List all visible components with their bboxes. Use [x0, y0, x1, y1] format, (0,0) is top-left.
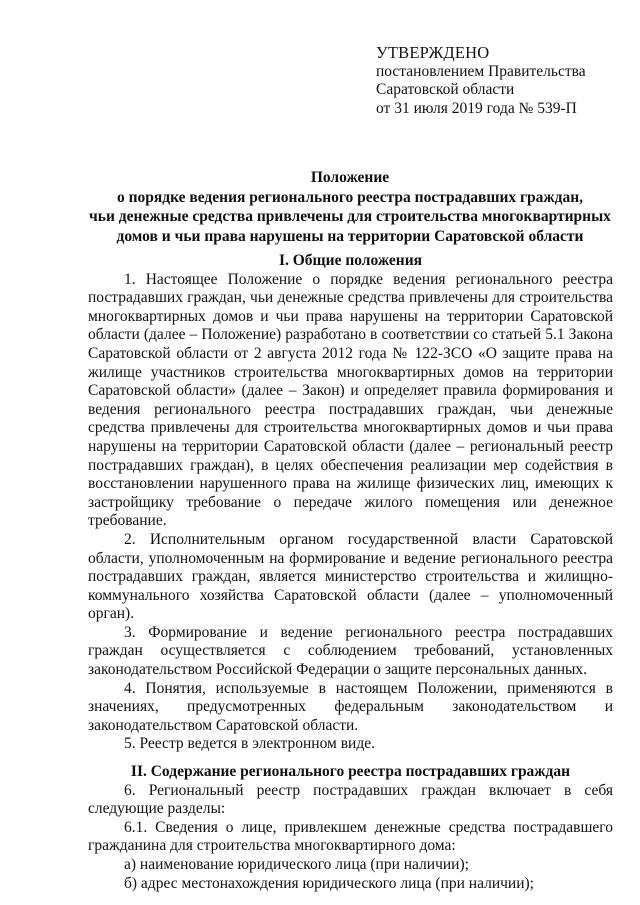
section-2-heading: II. Содержание регионального реестра пострадавших граждан	[130, 763, 571, 781]
list-item-b: б) адрес местонахождения юридического лица (при наличии);	[124, 874, 534, 892]
approval-line-2: Саратовской области	[376, 81, 515, 98]
document-body	[88, 252, 613, 893]
approval-line-3: от 31 июля 2019 года № 539-П	[376, 99, 577, 117]
document-title	[80, 168, 620, 246]
list-item-a: а) наименование юридического лица (при наличии);	[124, 856, 469, 873]
paragraph-3: 3. Формирование и ведение регионального реестра пострадавших граждан осуществляется с соблюдением требований, установленных законодательством Российской Федерации о защите персональных данных.	[88, 623, 613, 679]
approval-block	[376, 44, 586, 118]
title-line-1: Положение	[310, 169, 390, 186]
section-1-heading: I. Общие положения	[278, 252, 423, 269]
title-line-2: о порядке ведения регионального реестра пострадавших граждан,	[116, 188, 584, 206]
paragraph-5: 5. Реестр ведется в электронном виде.	[124, 735, 375, 753]
approval-line-1: постановлением Правительства	[376, 62, 586, 80]
approval-heading: УТВЕРЖДЕНО	[376, 43, 490, 62]
paragraph-6-1: 6.1. Сведения о лице, привлекшем денежные средства пострадавшего гражданина для строительства многоквартирного дома:	[88, 818, 613, 855]
paragraph-2: 2. Исполнительным органом государственной власти Саратовской области, уполномоченным на формирование и ведение регионального реестра пострадавших граждан, является министерство строительства и жилищно-коммунального хозяйства Саратовской области (далее – уполномоченный орган).	[88, 530, 613, 623]
title-line-3: чьи денежные средства привлечены для строительства многоквартирных	[89, 208, 611, 225]
paragraph-4: 4. Понятия, используемые в настоящем Положении, применяются в значениях, предусмотренных федеральным законодательством и законодательством Саратовской области.	[88, 679, 613, 734]
paragraph-1: 1. Настоящее Положение о порядке ведения регионального реестра пострадавших граждан, чьи денежные средства привлечены для строительства многоквартирных домов и чьи права нарушены на территории Саратовской области (далее – Положение) разработано в соответствии со статьей 5.1 Закона Саратовской области от 2 августа 2012 года № 122-ЗСО «О защите права на жилище участников строительства многоквартирных домов на территории Саратовской области» (далее – Закон) и определяет правила формирования и ведения регионального реестра пострадавших граждан, чьи денежные средства привлечены для строительства многоквартирных домов и чьи права нарушены на территории Саратовской области (далее – региональный реестр пострадавших граждан), в целях обеспечения реализации мер содействия в восстановлении нарушенного права на жилище физических лиц, имеющих к застройщику требование о передаче жилого помещения или денежное требование.	[88, 270, 613, 530]
title-line-4: домов и чьи права нарушены на территории Саратовской области	[116, 227, 584, 245]
paragraph-6: 6. Региональный реестр пострадавших граждан включает в себя следующие разделы:	[88, 781, 613, 818]
